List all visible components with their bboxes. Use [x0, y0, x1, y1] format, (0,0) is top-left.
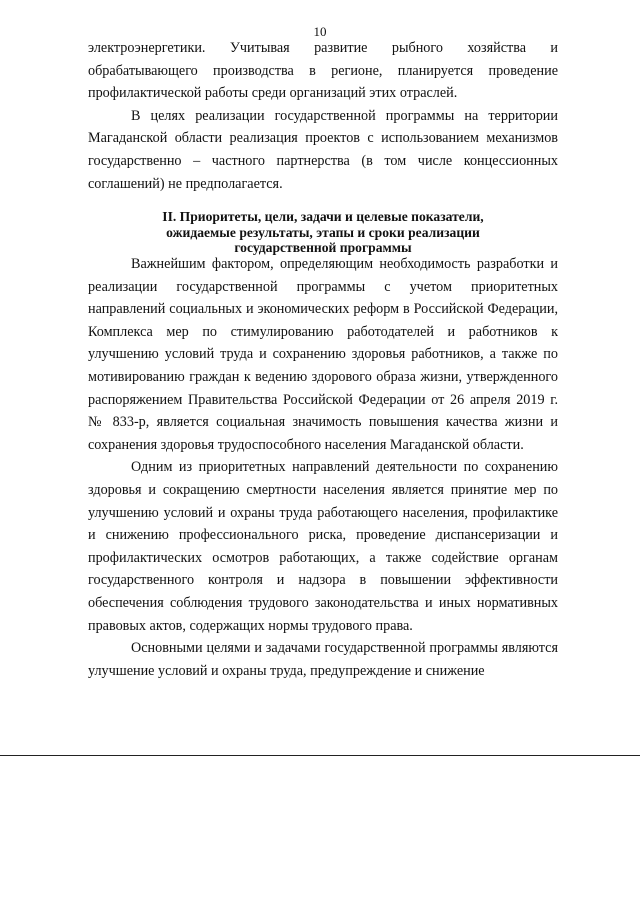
paragraph-ppp: В целях реализации государственной программы на территории Магаданской области реализация проектов с использованием механизмов государственно – частного партнерства (в том числе концессионных соглашений) не предполагается. — [88, 107, 558, 192]
footer-divider — [0, 755, 640, 756]
section-heading-line-2: ожидаемые результаты, этапы и сроки реализации — [166, 224, 480, 240]
body-text-bottom — [88, 253, 558, 682]
paragraph-continuation: электроэнергетики. Учитывая развитие рыбного хозяйства и обрабатывающего производства в регионе, планируется проведение профилактической работы среди организаций этих отраслей. — [88, 40, 558, 102]
section-heading-line-1: II. Приоритеты, цели, задачи и целевые показатели, — [162, 209, 484, 224]
page-number: 10 — [313, 24, 327, 39]
body-text-top — [88, 37, 558, 195]
paragraph-priority-direction: Одним из приоритетных направлений деятельности по сохранению здоровья и сокращению смертности населения является принятие мер по улучшению условий и охраны труда работающего населения, профилактике и снижению профессионального риска, проведение диспансеризации и профилактических осмотров работающих, а также содействие органам государственного контроля и надзора в повышении эффективности обеспечения соблюдения трудового законодательства и иных нормативных правовых актов, содержащих нормы трудового права. — [88, 459, 558, 634]
paragraph-key-factor: Важнейшим фактором, определяющим необходимость разработки и реализации государственной программы с учетом приоритетных направлений социальных и экономических реформ в Российской Федерации, Комплекса мер по стимулированию работодателей и работников к улучшению условий труда и сохранению здоровья работников, а также по мотивированию граждан к ведению здорового образа жизни, утвержденного распоряжением Правительства Российской Федерации от 26 апреля 2019 г. № 833-р, является социальная значимость повышения качества жизни и сохранения здоровья трудоспособного населения Магаданской области. — [88, 256, 558, 453]
section-heading — [88, 209, 558, 256]
paragraph-main-goals: Основными целями и задачами государственной программы являются улучшение условий и охраны труда, предупреждение и снижение — [88, 640, 558, 679]
section-heading-line-3: государственной программы — [234, 240, 412, 255]
